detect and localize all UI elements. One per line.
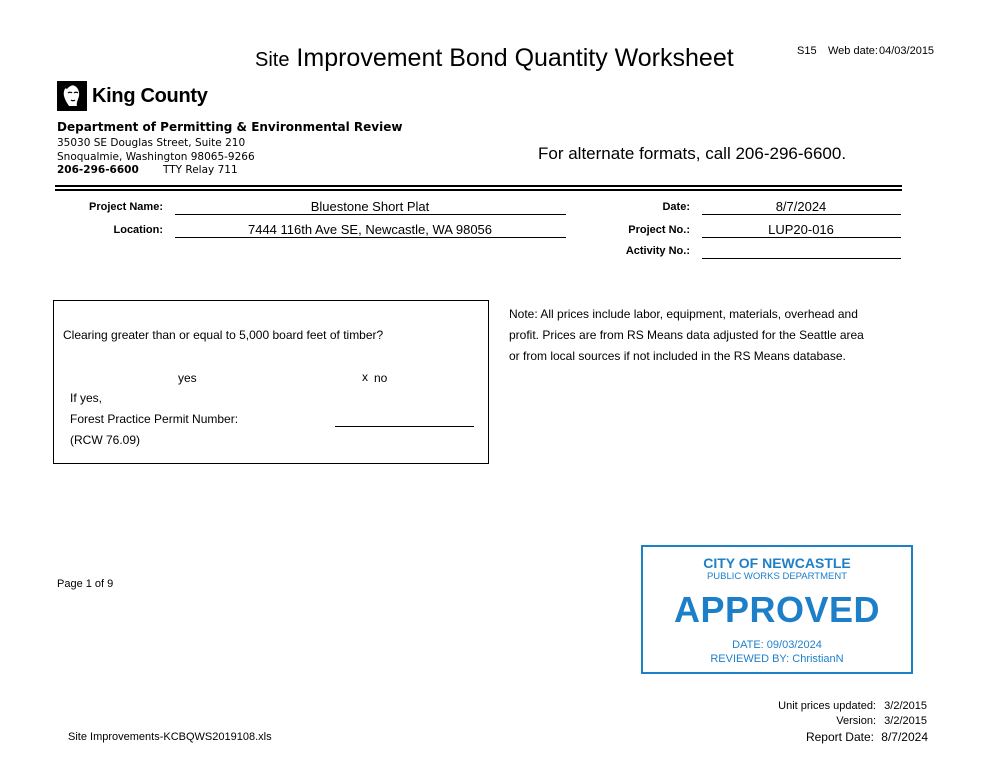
date-underline (702, 214, 901, 215)
version-label: Version: (836, 715, 876, 727)
project-no-label: Project No.: (628, 224, 690, 236)
alternate-formats-note: For alternate formats, call 206-296-6600. (538, 144, 847, 163)
web-date: 04/03/2015 (879, 45, 935, 57)
unit-prices-date: 3/2/2015 (884, 700, 927, 712)
clearing-question: Clearing greater than or equal to 5,000 board feet of timber? (63, 328, 384, 342)
pricing-note-line-3: or from local sources if not included in the RS Means database. (509, 349, 846, 363)
project-no-underline (702, 237, 901, 238)
location-underline (175, 237, 566, 238)
pricing-note-line-1: Note: All prices include labor, equipment, materials, overhead and (509, 307, 858, 321)
title-main: Improvement Bond Quantity Worksheet (296, 44, 734, 72)
project-name-underline (175, 214, 566, 215)
department-name: Department of Permitting & Environmental Review (57, 120, 403, 134)
header-divider-bottom (55, 189, 902, 191)
activity-no-underline (702, 258, 901, 259)
report-date-value: 8/7/2024 (881, 730, 928, 744)
rcw-reference: (RCW 76.09) (70, 433, 141, 447)
project-name-value: Bluestone Short Plat (310, 199, 430, 214)
department-address-1: 35030 SE Douglas Street, Suite 210 (57, 137, 246, 149)
stamp-city: CITY OF NEWCASTLE (703, 555, 851, 571)
stamp-department: PUBLIC WORKS DEPARTMENT (706, 571, 848, 582)
web-date-label: Web date: (828, 45, 878, 57)
date-label: Date: (662, 201, 690, 213)
department-address-2: Snoqualmie, Washington 98065-9266 (57, 151, 255, 163)
form-code: S15 (797, 45, 817, 57)
clearing-no-mark: x (362, 370, 368, 384)
stamp-date: DATE: 09/03/2024 (732, 639, 822, 651)
forest-permit-label: Forest Practice Permit Number: (70, 412, 239, 426)
stamp-status: APPROVED (673, 589, 881, 630)
title-prefix: Site (255, 49, 290, 71)
if-yes-label: If yes, (70, 391, 103, 405)
project-no-value: LUP20-016 (768, 222, 834, 237)
page-number: Page 1 of 9 (57, 578, 114, 590)
date-value: 8/7/2024 (775, 199, 827, 214)
file-name: Site Improvements-KCBQWS2019108.xls (68, 731, 272, 743)
king-county-logo-icon (57, 81, 87, 111)
unit-prices-label: Unit prices updated: (778, 700, 876, 712)
department-phone: 206-296-6600 (57, 164, 139, 176)
clearing-no-option: no (374, 371, 388, 385)
project-name-label: Project Name: (89, 201, 163, 213)
location-label: Location: (113, 224, 163, 236)
stamp-reviewer: REVIEWED BY: ChristianN (710, 653, 844, 665)
page-title (255, 44, 734, 73)
location-value: 7444 116th Ave SE, Newcastle, WA 98056 (247, 222, 493, 237)
king-county-wordmark: King County (92, 85, 208, 107)
forest-permit-underline (335, 426, 474, 427)
clearing-yes-option: yes (178, 371, 197, 385)
header-divider-top (55, 185, 902, 187)
department-tty: TTY Relay 711 (163, 164, 238, 176)
approval-stamp (641, 545, 913, 674)
pricing-note-line-2: profit. Prices are from RS Means data adjusted for the Seattle area (509, 328, 864, 342)
report-date-label: Report Date: (805, 730, 874, 744)
activity-no-label: Activity No.: (625, 245, 690, 257)
version-value: 3/2/2015 (884, 715, 927, 727)
